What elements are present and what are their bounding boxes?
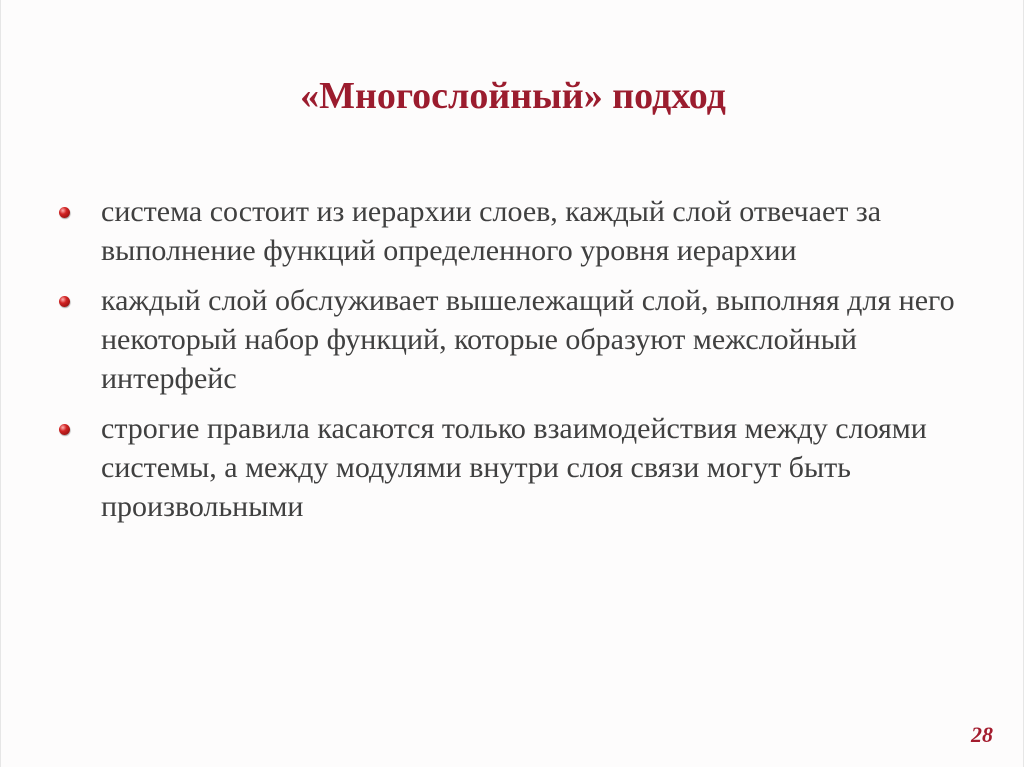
bullet-text: система состоит из иерархии слоев, каждый слой отвечает за выполнение функций определенного уровня иерархии bbox=[101, 195, 882, 267]
bullet-text: каждый слой обслуживает вышележащий слой, выполняя для него некоторый набор функций, которые образуют межслойный интерфейс bbox=[101, 284, 955, 395]
bullet-icon bbox=[59, 207, 70, 218]
page-number: 28 bbox=[971, 722, 993, 747]
bullet-item bbox=[59, 192, 959, 270]
bullet-item bbox=[59, 409, 959, 526]
bullet-item bbox=[59, 281, 959, 398]
bullet-icon bbox=[59, 424, 70, 435]
bullet-text: строгие правила касаются только взаимодействия между слоями системы, а между модулями внутри слоя связи могут быть произвольными bbox=[101, 412, 927, 523]
slide-title: «Многослойный» подход bbox=[300, 75, 726, 117]
bullet-list bbox=[59, 192, 959, 537]
bullet-icon bbox=[59, 296, 70, 307]
